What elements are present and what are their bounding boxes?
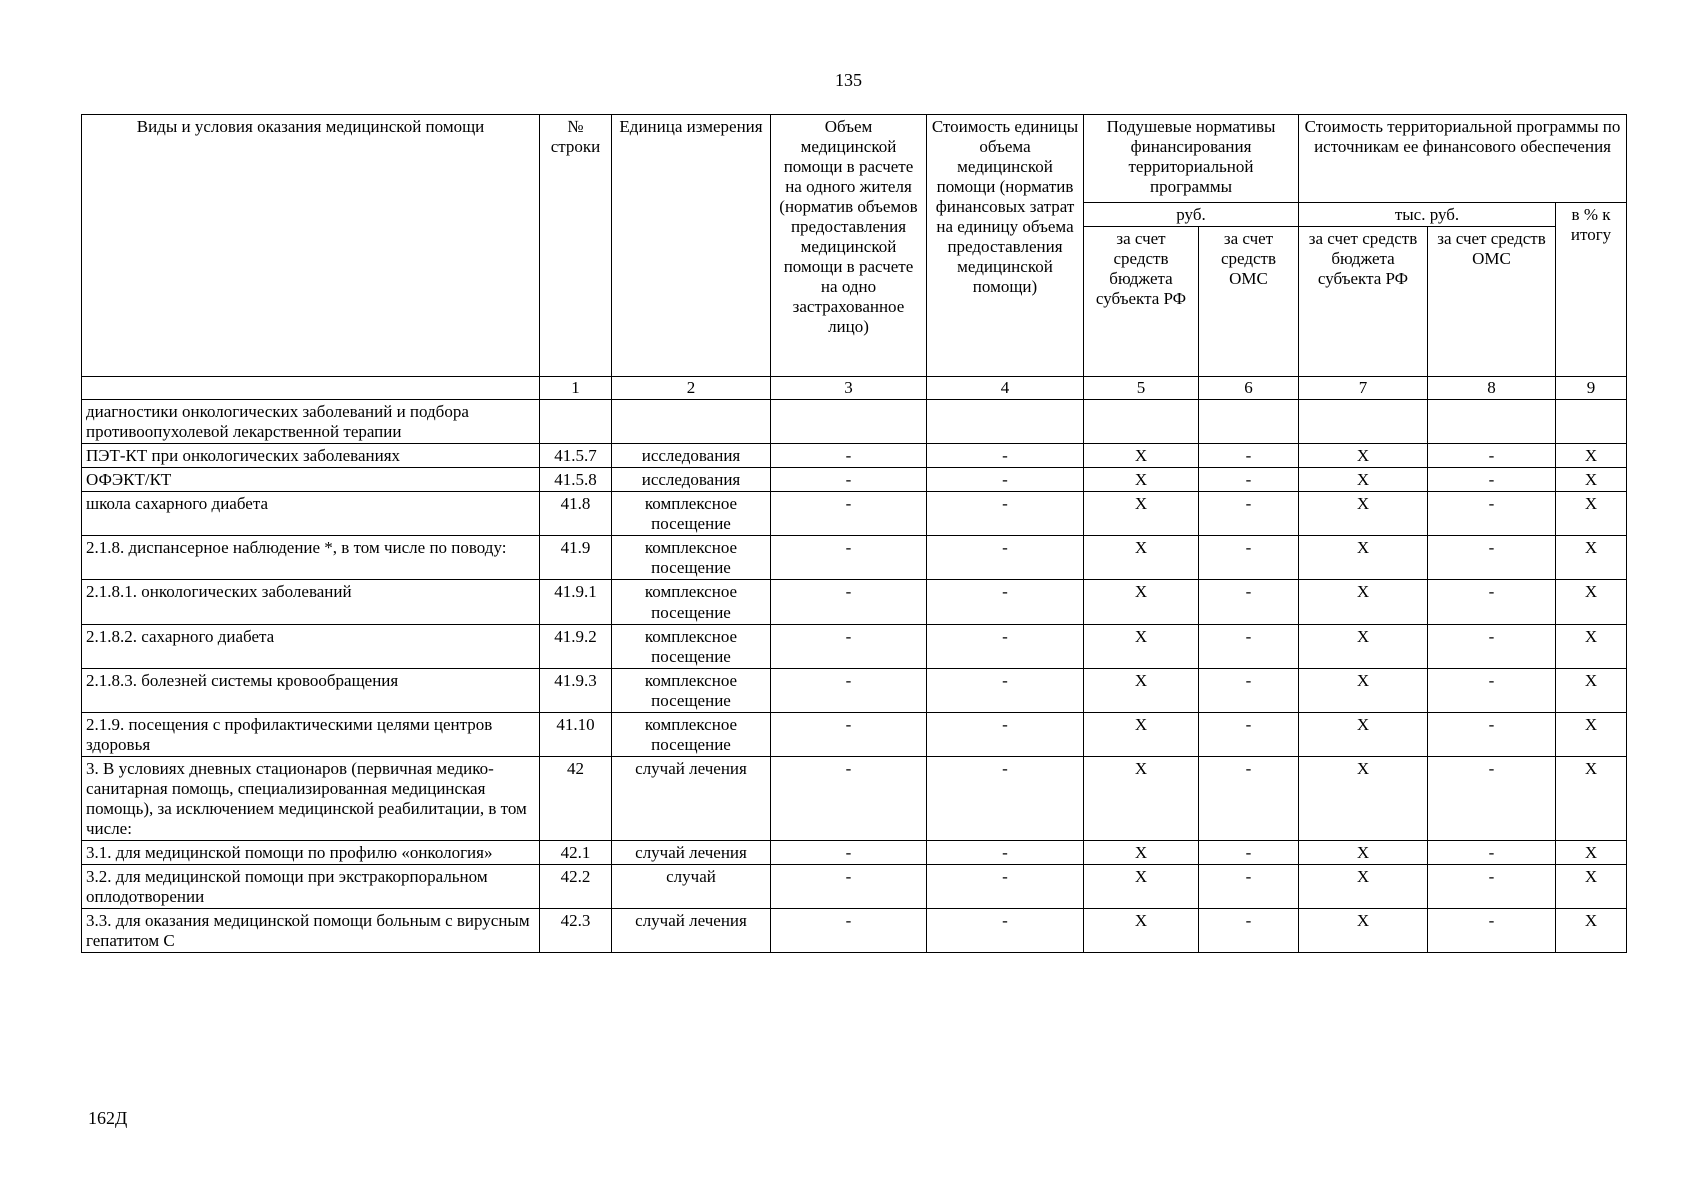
cell-volume: - (771, 841, 927, 865)
cell-cost-oms: - (1428, 909, 1556, 953)
cell-per-capita-budget: X (1084, 492, 1199, 536)
cell-cost-oms: - (1428, 668, 1556, 712)
row-unit: комплексное посещение (612, 624, 771, 668)
cell-volume: - (771, 444, 927, 468)
cell-volume: - (771, 468, 927, 492)
cell-per-capita-oms: - (1199, 841, 1299, 865)
header-thous-rub: тыс. руб. (1299, 203, 1556, 227)
cell-cost: - (927, 756, 1084, 840)
row-number: 42.2 (540, 865, 612, 909)
cell-cost-budget: X (1299, 909, 1428, 953)
cell-cost-oms: - (1428, 580, 1556, 624)
cell-cost-budget: X (1299, 712, 1428, 756)
header-volume: Объем медицинской помощи в расчете на одного жителя (норматив объемов предоставления медицинской помощи в расчете на одно застрахованное лицо) (771, 115, 927, 377)
cell-per-capita-budget: X (1084, 468, 1199, 492)
column-number: 1 (540, 377, 612, 400)
table-row (82, 865, 1627, 909)
row-unit: комплексное посещение (612, 668, 771, 712)
column-number: 9 (1556, 377, 1627, 400)
column-number: 3 (771, 377, 927, 400)
cell-pct-total: X (1556, 444, 1627, 468)
cell-pct-total: X (1556, 865, 1627, 909)
cell-cost-oms: - (1428, 712, 1556, 756)
cell-pct-total: X (1556, 909, 1627, 953)
cell-cost-oms: - (1428, 624, 1556, 668)
cell-cost-budget (1299, 400, 1428, 444)
cell-pct-total: X (1556, 492, 1627, 536)
financing-table (81, 114, 1627, 953)
cell-per-capita-budget: X (1084, 865, 1199, 909)
row-number: 42.1 (540, 841, 612, 865)
cell-per-capita-oms: - (1199, 909, 1299, 953)
table-row (82, 668, 1627, 712)
row-unit (612, 400, 771, 444)
cell-cost-budget: X (1299, 468, 1428, 492)
header-unit: Единица измерения (612, 115, 771, 377)
cell-cost: - (927, 580, 1084, 624)
cell-volume: - (771, 536, 927, 580)
row-name: диагностики онкологических заболеваний и подбора противоопухолевой лекарственной терапии (82, 400, 540, 444)
cell-volume (771, 400, 927, 444)
cell-per-capita-budget: X (1084, 444, 1199, 468)
cell-per-capita-budget: X (1084, 580, 1199, 624)
table-row (82, 712, 1627, 756)
cell-per-capita-oms: - (1199, 580, 1299, 624)
cell-volume: - (771, 624, 927, 668)
row-name: 3.1. для медицинской помощи по профилю «онкология» (82, 841, 540, 865)
cell-per-capita-oms: - (1199, 865, 1299, 909)
cell-cost-oms: - (1428, 756, 1556, 840)
cell-volume: - (771, 492, 927, 536)
row-name: 3. В условиях дневных стационаров (первичная медико-санитарная помощь, специализированная медицинская помощь), за исключением медицинской реабилитации, в том числе: (82, 756, 540, 840)
page-number: 135 (835, 70, 862, 90)
row-unit: комплексное посещение (612, 492, 771, 536)
cell-per-capita-budget (1084, 400, 1199, 444)
table-row (82, 909, 1627, 953)
cell-cost-oms: - (1428, 444, 1556, 468)
row-unit: случай (612, 865, 771, 909)
cell-cost-oms: - (1428, 492, 1556, 536)
row-name: ОФЭКТ/КТ (82, 468, 540, 492)
cell-cost-oms (1428, 400, 1556, 444)
cell-pct-total (1556, 400, 1627, 444)
document-code: 162Д (88, 1108, 128, 1128)
cell-cost: - (927, 492, 1084, 536)
cell-volume: - (771, 712, 927, 756)
cell-per-capita-budget: X (1084, 756, 1199, 840)
cell-cost: - (927, 444, 1084, 468)
row-number: 41.9.3 (540, 668, 612, 712)
table-body (82, 400, 1627, 953)
row-unit: комплексное посещение (612, 580, 771, 624)
cell-per-capita-oms: - (1199, 668, 1299, 712)
column-number: 5 (1084, 377, 1199, 400)
cell-pct-total: X (1556, 756, 1627, 840)
cell-per-capita-budget: X (1084, 841, 1199, 865)
cell-cost: - (927, 624, 1084, 668)
cell-cost-budget: X (1299, 444, 1428, 468)
row-name: 2.1.8.1. онкологических заболеваний (82, 580, 540, 624)
table-row (82, 841, 1627, 865)
cell-cost-oms: - (1428, 865, 1556, 909)
cell-cost-budget: X (1299, 668, 1428, 712)
column-number: 4 (927, 377, 1084, 400)
column-number: 6 (1199, 377, 1299, 400)
cell-volume: - (771, 580, 927, 624)
cell-cost-budget: X (1299, 536, 1428, 580)
cell-pct-total: X (1556, 624, 1627, 668)
header-oms: за счет средств ОМС (1199, 227, 1299, 377)
cell-cost: - (927, 536, 1084, 580)
table-row (82, 624, 1627, 668)
cell-per-capita-budget: X (1084, 712, 1199, 756)
row-unit: комплексное посещение (612, 712, 771, 756)
header-type: Виды и условия оказания медицинской помощи (82, 115, 540, 377)
row-name: 2.1.9. посещения с профилактическими целями центров здоровья (82, 712, 540, 756)
cell-pct-total: X (1556, 668, 1627, 712)
row-unit: случай лечения (612, 756, 771, 840)
row-number (540, 400, 612, 444)
cell-pct-total: X (1556, 580, 1627, 624)
header-row-no: № строки (540, 115, 612, 377)
cell-cost: - (927, 468, 1084, 492)
table-row (82, 444, 1627, 468)
cell-volume: - (771, 668, 927, 712)
row-number: 42.3 (540, 909, 612, 953)
header-pct-total: в % к итогу (1556, 203, 1627, 377)
table-row (82, 400, 1627, 444)
cell-cost: - (927, 909, 1084, 953)
header-cost: Стоимость единицы объема медицинской помощи (норматив финансовых затрат на единицу объема предоставления медицинской помощи) (927, 115, 1084, 377)
cell-per-capita-oms: - (1199, 624, 1299, 668)
header-program-cost: Стоимость территориальной программы по источникам ее финансового обеспечения (1299, 115, 1627, 203)
row-name: 2.1.8. диспансерное наблюдение *, в том числе по поводу: (82, 536, 540, 580)
cell-per-capita-oms (1199, 400, 1299, 444)
column-number: 2 (612, 377, 771, 400)
table-row (82, 492, 1627, 536)
row-unit: исследования (612, 444, 771, 468)
row-number: 41.9 (540, 536, 612, 580)
row-number: 41.5.7 (540, 444, 612, 468)
row-name: школа сахарного диабета (82, 492, 540, 536)
cell-pct-total: X (1556, 841, 1627, 865)
cell-cost-budget: X (1299, 756, 1428, 840)
cell-cost-budget: X (1299, 865, 1428, 909)
cell-cost-budget: X (1299, 841, 1428, 865)
cell-volume: - (771, 909, 927, 953)
row-number: 42 (540, 756, 612, 840)
cell-per-capita-budget: X (1084, 624, 1199, 668)
row-name: 2.1.8.2. сахарного диабета (82, 624, 540, 668)
cell-per-capita-oms: - (1199, 756, 1299, 840)
table-row (82, 580, 1627, 624)
table-row (82, 756, 1627, 840)
header-rub: руб. (1084, 203, 1299, 227)
row-name: ПЭТ-КТ при онкологических заболеваниях (82, 444, 540, 468)
row-number: 41.9.1 (540, 580, 612, 624)
cell-per-capita-oms: - (1199, 536, 1299, 580)
cell-per-capita-oms: - (1199, 468, 1299, 492)
row-unit: случай лечения (612, 909, 771, 953)
cell-cost-oms: - (1428, 841, 1556, 865)
header-budget-rf: за счет средств бюджета субъекта РФ (1084, 227, 1199, 377)
column-numbers-row (82, 377, 1627, 400)
cell-per-capita-budget: X (1084, 668, 1199, 712)
column-number-blank (82, 377, 540, 400)
row-number: 41.5.8 (540, 468, 612, 492)
cell-cost-budget: X (1299, 492, 1428, 536)
row-name: 2.1.8.3. болезней системы кровообращения (82, 668, 540, 712)
cell-cost: - (927, 841, 1084, 865)
row-unit: комплексное посещение (612, 536, 771, 580)
header-budget-rf-7: за счет средств бюджета субъекта РФ (1299, 227, 1428, 377)
cell-per-capita-oms: - (1199, 444, 1299, 468)
header-oms-8: за счет средств ОМС (1428, 227, 1556, 377)
column-number: 8 (1428, 377, 1556, 400)
header-per-capita: Подушевые нормативы финансирования территориальной программы (1084, 115, 1299, 203)
header-row-1 (82, 115, 1627, 203)
cell-volume: - (771, 756, 927, 840)
cell-cost-oms: - (1428, 468, 1556, 492)
cell-per-capita-budget: X (1084, 909, 1199, 953)
cell-volume: - (771, 865, 927, 909)
cell-cost: - (927, 865, 1084, 909)
cell-per-capita-oms: - (1199, 712, 1299, 756)
row-number: 41.9.2 (540, 624, 612, 668)
cell-pct-total: X (1556, 712, 1627, 756)
cell-pct-total: X (1556, 536, 1627, 580)
row-unit: исследования (612, 468, 771, 492)
cell-cost: - (927, 712, 1084, 756)
cell-pct-total: X (1556, 468, 1627, 492)
row-unit: случай лечения (612, 841, 771, 865)
column-number: 7 (1299, 377, 1428, 400)
row-number: 41.10 (540, 712, 612, 756)
table-row (82, 536, 1627, 580)
row-name: 3.3. для оказания медицинской помощи больным с вирусным гепатитом С (82, 909, 540, 953)
row-name: 3.2. для медицинской помощи при экстракорпоральном оплодотворении (82, 865, 540, 909)
cell-cost-budget: X (1299, 624, 1428, 668)
cell-cost-budget: X (1299, 580, 1428, 624)
cell-per-capita-budget: X (1084, 536, 1199, 580)
cell-cost (927, 400, 1084, 444)
cell-cost: - (927, 668, 1084, 712)
cell-per-capita-oms: - (1199, 492, 1299, 536)
cell-cost-oms: - (1428, 536, 1556, 580)
table-row (82, 468, 1627, 492)
row-number: 41.8 (540, 492, 612, 536)
